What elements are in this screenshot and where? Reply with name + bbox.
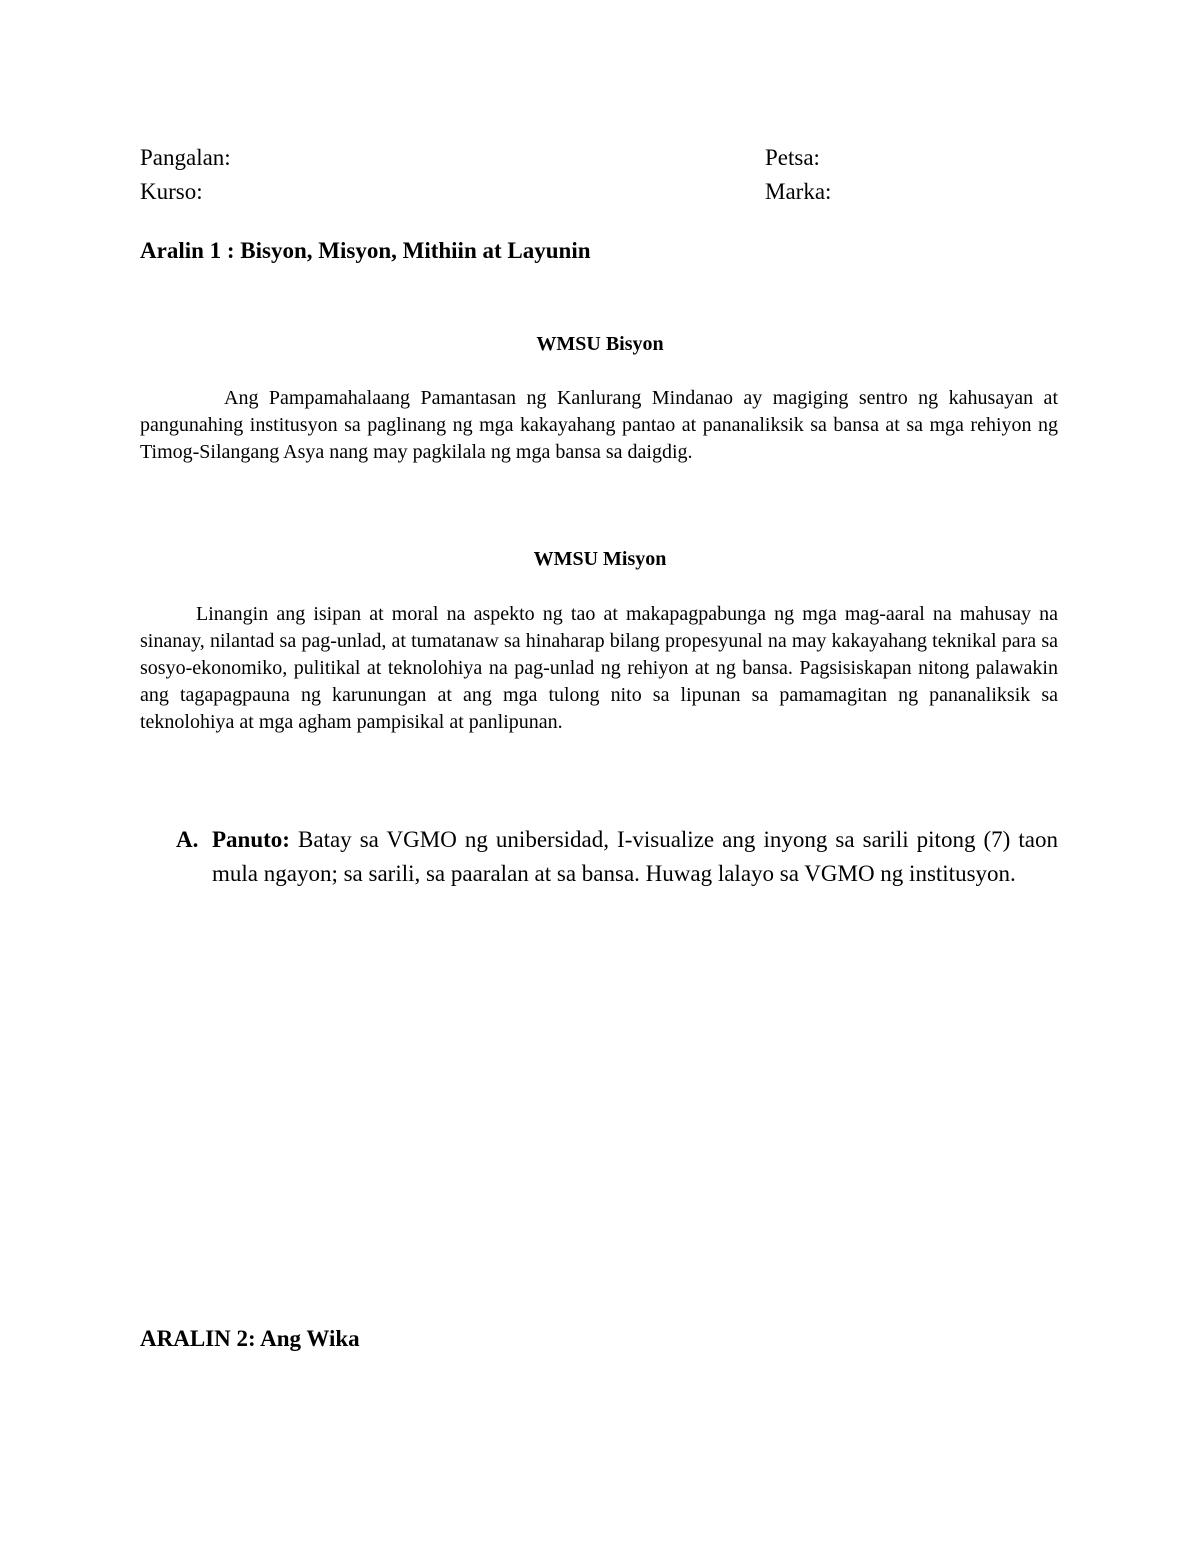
instruction-body: Batay sa VGMO ng unibersidad, I-visualize ang inyong sa sarili pitong (7) taon mula ngayon; sa sarili, sa paaralan at sa bansa. Huwag lalayo sa VGMO ng institusyon. <box>212 827 1058 886</box>
vision-paragraph: Ang Pampamahalaang Pamantasan ng Kanlurang Mindanao ay magiging sentro ng kahusayan at pangunahing institusyon sa paglinang ng mga kakayahang pantao at pananaliksik sa bansa at sa mga rehiyon ng Timog-Silangang Asya nang may pagkilala ng mga bansa sa daigdig. <box>140 387 1058 463</box>
instruction-marker: A. <box>176 827 199 852</box>
mission-paragraph: Linangin ang isipan at moral na aspekto ng tao at makapagpabunga ng mga mag-aaral na mahusay na sinanay, nilantad sa pag-unlad, at tumatanaw sa hinaharap bilang propesyunal na may kakayahang teknikal para sa sosyo-ekonomiko, pulitikal at teknolohiya na pag-unlad ng rehiyon at ng bansa. Pagsisiskapan nitong palawakin ang tagapagpauna ng karunungan at ang mga tulong nito sa lipunan sa pamamagitan ng pananaliksik sa teknolohiya at mga agham pampisikal at panlipunan. <box>140 603 1058 733</box>
name-label: Pangalan: <box>140 145 231 170</box>
date-label: Petsa: <box>765 145 820 170</box>
instruction-paragraph <box>212 823 1058 891</box>
course-label: Kurso: <box>140 179 203 204</box>
instruction-label: Panuto: <box>212 827 290 852</box>
vision-heading: WMSU Bisyon <box>536 333 664 355</box>
grade-label: Marka: <box>765 179 832 204</box>
mission-heading: WMSU Misyon <box>533 548 667 570</box>
lesson-1-title: Aralin 1 : Bisyon, Misyon, Mithiin at Layunin <box>140 238 591 263</box>
lesson-2-title: ARALIN 2: Ang Wika <box>140 1326 360 1351</box>
